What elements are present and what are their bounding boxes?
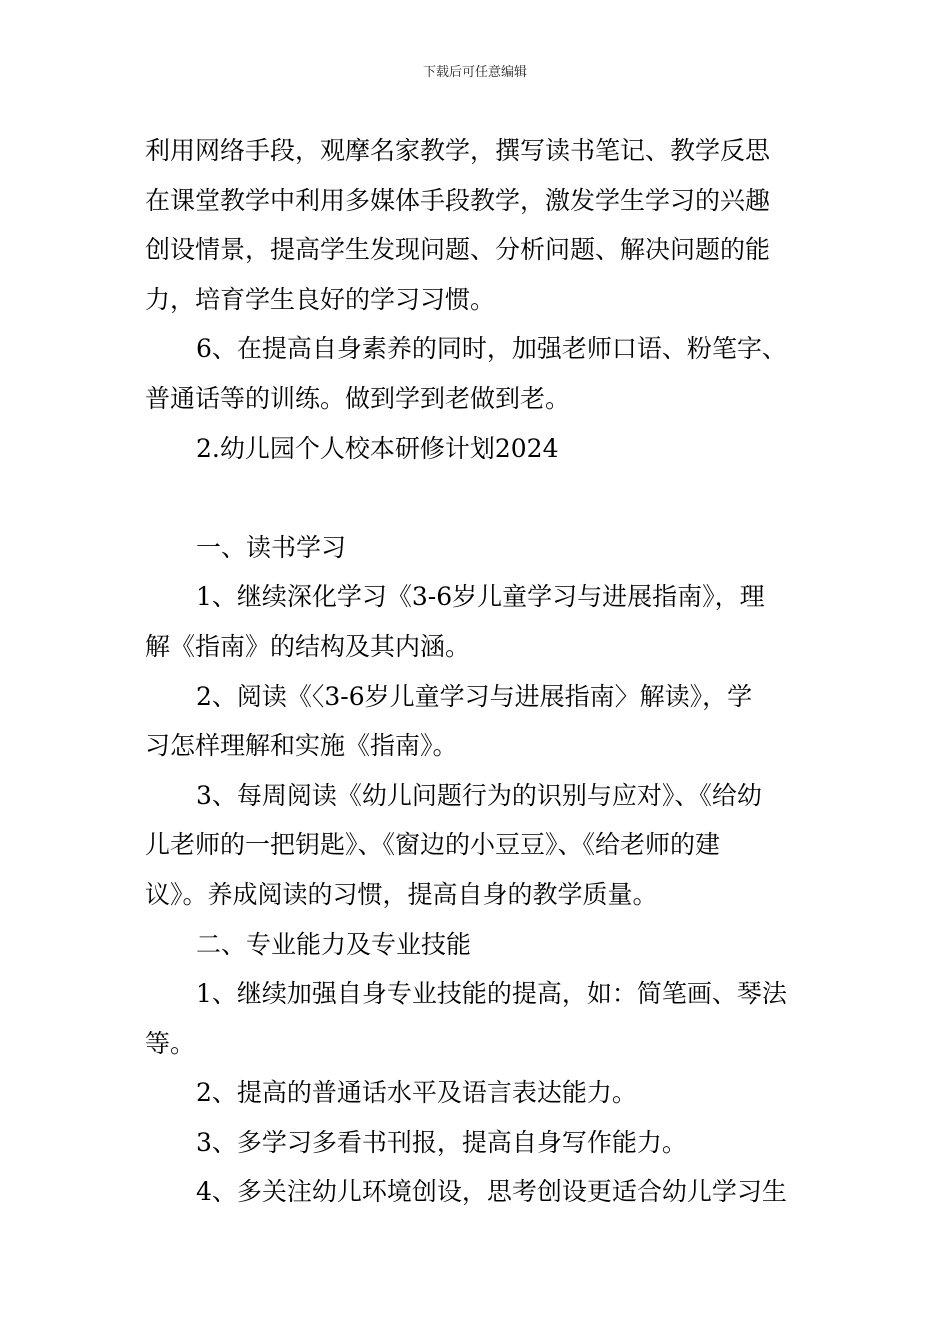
paragraph-line: 1、继续加强自身专业技能的提高，如：简笔画、琴法 <box>196 979 787 1009</box>
paragraph-line: 2、提高的普通话水平及语言表达能力。 <box>196 1078 637 1108</box>
paragraph-line: 创设情景，提高学生发现问题、分析问题、解决问题的能 <box>145 235 771 265</box>
paragraph-line: 解《指南》的结构及其内涵。 <box>145 631 471 661</box>
section-heading: 一、读书学习 <box>196 532 347 562</box>
paragraph-line: 6、在提高自身素养的同时，加强老师口语、粉笔字、 <box>196 334 787 364</box>
paragraph-line: 利用网络手段，观摩名家教学，撰写读书笔记、教学反思 <box>145 136 771 165</box>
paragraph-line: 习怎样理解和实施《指南》。 <box>145 731 458 761</box>
paragraph-line: 力，培育学生良好的学习习惯。 <box>145 284 496 314</box>
paragraph-line: 3、每周阅读《幼儿问题行为的识别与应对》、《给幼 <box>196 780 762 810</box>
paragraph-line: 等。 <box>145 1028 196 1058</box>
section-heading: 二、专业能力及专业技能 <box>196 929 472 959</box>
section-title: 2.幼儿园个人校本研修计划2024 <box>196 433 559 463</box>
paragraph-line: 3、多学习多看书刊报，提高自身写作能力。 <box>196 1127 687 1157</box>
blank-line <box>145 473 810 523</box>
paragraph-line: 2、阅读《〈3-6岁儿童学习与进展指南〉解读》，学 <box>196 681 753 711</box>
paragraph-line: 普通话等的训练。做到学到老做到老。 <box>145 383 571 413</box>
paragraph-line: 儿老师的一把钥匙》、《窗边的小豆豆》、《给老师的建 <box>145 830 721 860</box>
paragraph-line: 议》。养成阅读的习惯，提高自身的教学质量。 <box>145 879 658 909</box>
page-header-note: 下载后可任意编辑 <box>422 65 527 80</box>
paragraph-line: 4、多关注幼儿环境创设，思考创设更适合幼儿学习生 <box>196 1177 787 1207</box>
paragraph-line: 在课堂教学中利用多媒体手段教学，激发学生学习的兴趣 <box>145 185 771 215</box>
paragraph-line: 1、继续深化学习《3-6岁儿童学习与进展指南》，理 <box>196 582 765 612</box>
document-body <box>145 126 810 1217</box>
